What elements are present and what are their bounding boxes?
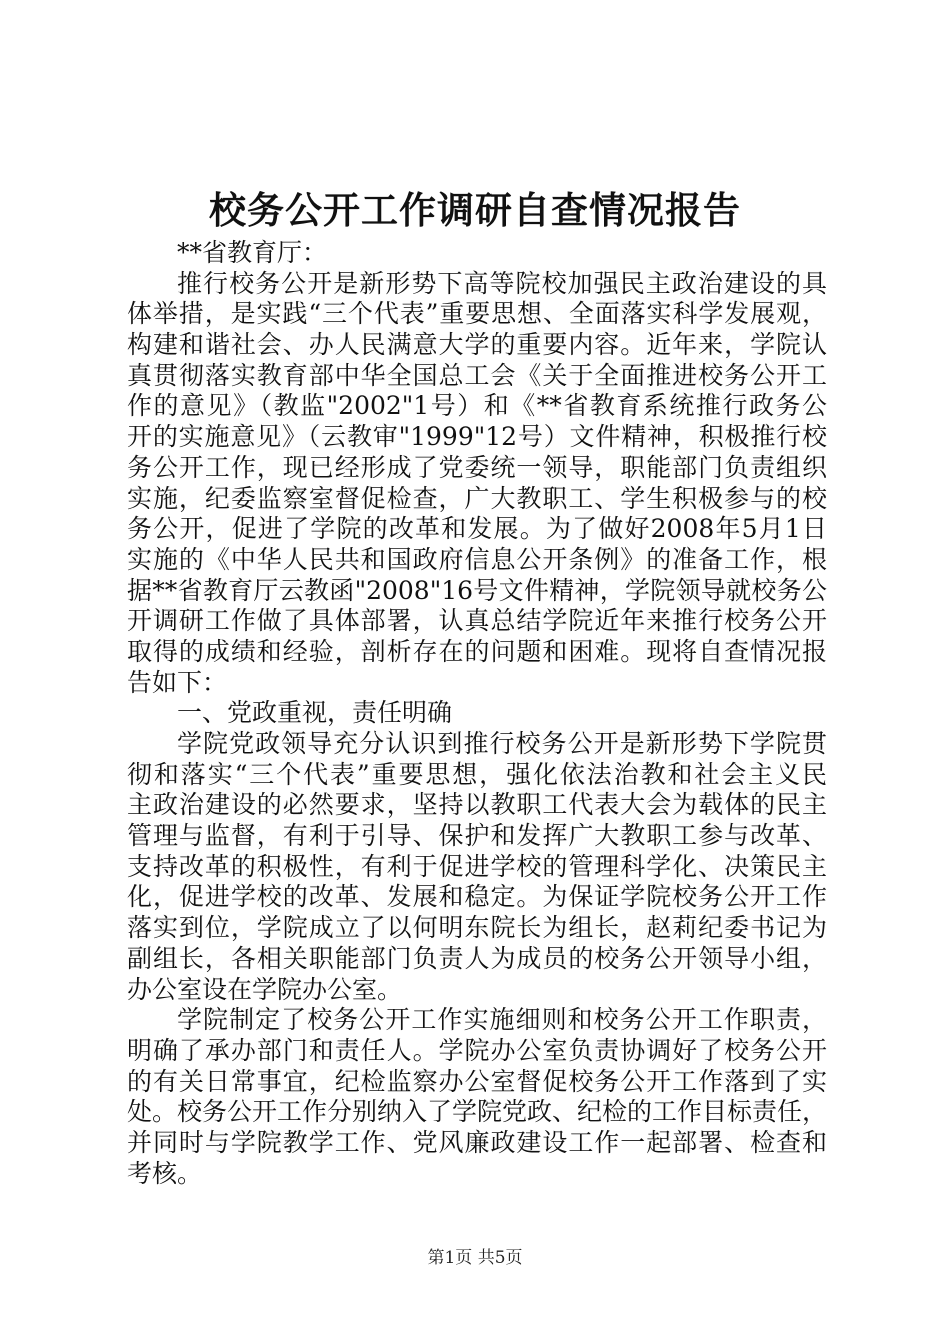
paragraph-line: 彻和落实“三个代表”重要思想，强化依法治教和社会主义民 bbox=[127, 759, 827, 789]
paragraph-line: 落实到位，学院成立了以何明东院长为组长，赵莉纪委书记为 bbox=[127, 913, 827, 943]
paragraph-line: 开的实施意见》（云教审"1999"12号）文件精神，积极推行校 bbox=[127, 422, 827, 452]
paragraph-line: 告如下： bbox=[127, 667, 228, 697]
paragraph-line: 体举措，是实践“三个代表”重要思想、全面落实科学发展观， bbox=[127, 299, 827, 329]
paragraph-line: 支持改革的积极性，有利于促进学校的管理科学化、决策民主 bbox=[127, 851, 827, 881]
paragraph-line: 开调研工作做了具体部署，认真总结学院近年来推行校务公开 bbox=[127, 606, 827, 636]
paragraph-line: 处。校务公开工作分别纳入了学院党政、纪检的工作目标责任， bbox=[127, 1097, 828, 1127]
paragraph-line: 据**省教育厅云教函"2008"16号文件精神，学院领导就校务公 bbox=[127, 575, 827, 605]
paragraph-line: 构建和谐社会、办人民满意大学的重要内容。近年来，学院认 bbox=[127, 330, 827, 360]
paragraph-line: 务公开工作，现已经形成了党委统一领导，职能部门负责组织 bbox=[127, 452, 827, 482]
paragraph-line: 主政治建设的必然要求，坚持以教职工代表大会为载体的民主 bbox=[127, 790, 827, 820]
paragraph-line: 实施，纪委监察室督促检查，广大教职工、学生积极参与的校 bbox=[127, 483, 827, 513]
paragraph-line: 明确了承办部门和责任人。学院办公室负责协调好了校务公开 bbox=[127, 1035, 827, 1065]
document-body bbox=[127, 238, 827, 1189]
salutation-line: **省教育厅： bbox=[177, 238, 328, 267]
paragraph-line: 实施的《中华人民共和国政府信息公开条例》的准备工作，根 bbox=[127, 544, 827, 574]
section-heading: 一、党政重视，责任明确 bbox=[177, 698, 453, 728]
paragraph-line: 办公室设在学院办公室。 bbox=[127, 974, 403, 1004]
document-title: 校务公开工作调研自查情况报告 bbox=[209, 188, 741, 232]
paragraph-line: 务公开，促进了学院的改革和发展。为了做好2008年5月1日 bbox=[127, 514, 827, 544]
paragraph-line: 管理与监督，有利于引导、保护和发挥广大教职工参与改革、 bbox=[127, 821, 827, 851]
paragraph-line: 学院制定了校务公开工作实施细则和校务公开工作职责， bbox=[177, 1005, 827, 1035]
paragraph-line: 取得的成绩和经验，剖析存在的问题和困难。现将自查情况报 bbox=[127, 636, 827, 666]
paragraph-line: 学院党政领导充分认识到推行校务公开是新形势下学院贯 bbox=[177, 729, 827, 758]
page-footer: 第1页 共5页 bbox=[427, 1248, 523, 1268]
paragraph-line: 考核。 bbox=[127, 1158, 203, 1188]
paragraph-line: 作的意见》（教监"2002"1号）和《**省教育系统推行政务公 bbox=[127, 391, 827, 421]
paragraph-line: 化，促进学校的改革、发展和稳定。为保证学院校务公开工作 bbox=[127, 882, 827, 912]
paragraph-line: 推行校务公开是新形势下高等院校加强民主政治建设的具 bbox=[177, 268, 827, 298]
paragraph-line: 的有关日常事宜，纪检监察办公室督促校务公开工作落到了实 bbox=[127, 1066, 827, 1096]
paragraph-line: 副组长，各相关职能部门负责人为成员的校务公开领导小组， bbox=[127, 943, 827, 973]
paragraph-line: 真贯彻落实教育部中华全国总工会《关于全面推进校务公开工 bbox=[127, 360, 827, 390]
paragraph-line: 并同时与学院教学工作、党风廉政建设工作一起部署、检查和 bbox=[127, 1127, 827, 1157]
